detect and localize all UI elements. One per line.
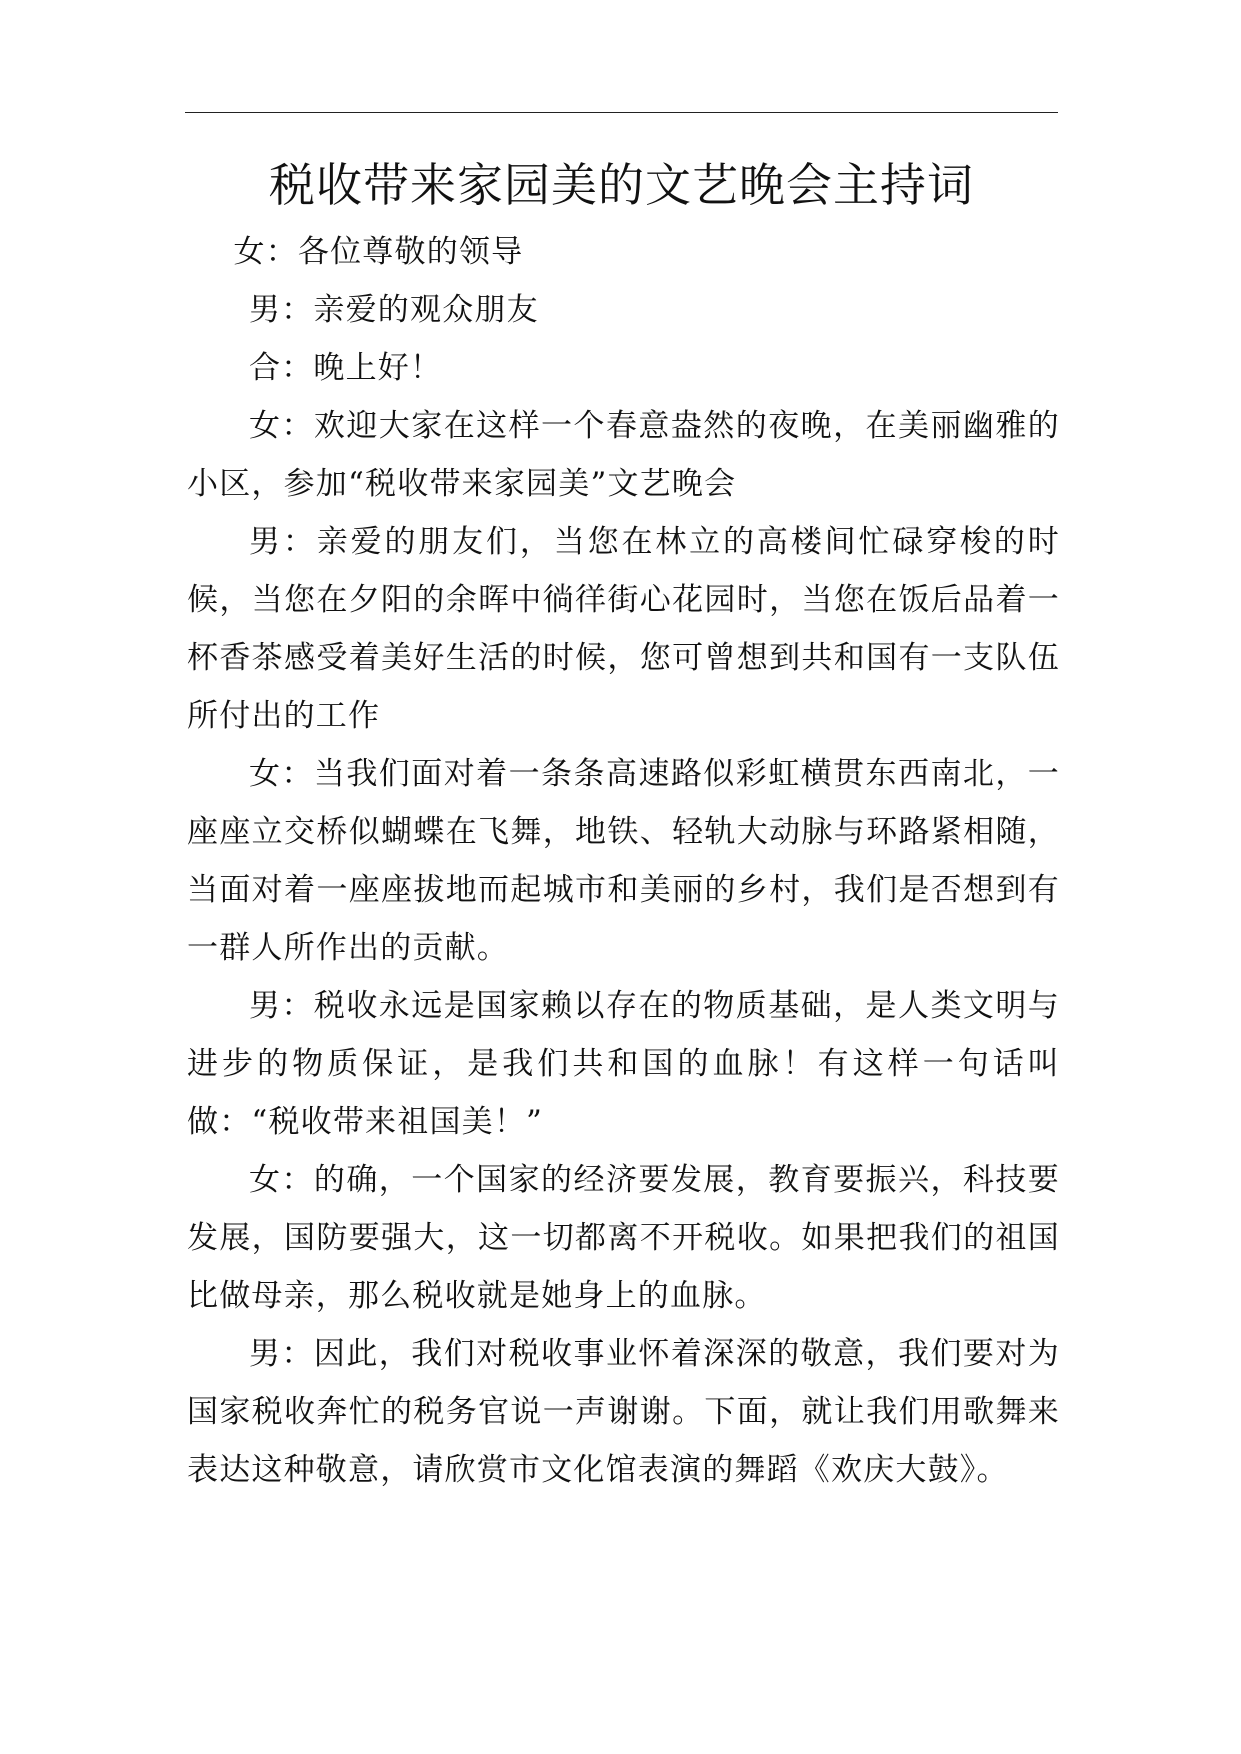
paragraph: 女：欢迎大家在这样一个春意盎然的夜晚，在美丽幽雅的小区，参加“税收带来家园美”文艺晚会 [187, 408, 1060, 502]
paragraph: 男：税收永远是国家赖以存在的物质基础，是人类文明与进步的物质保证，是我们共和国的血脉！有这样一句话叫做：“税收带来祖国美！” [187, 988, 1060, 1140]
paragraph: 女：各位尊敬的领导 [233, 234, 524, 270]
document-body [187, 223, 1060, 1499]
paragraph: 男：亲爱的朋友们，当您在林立的高楼间忙碌穿梭的时候，当您在夕阳的余晖中徜徉街心花园时，当您在饭后品着一杯香茶感受着美好生活的时候，您可曾想到共和国有一支队伍所付出的工作 [187, 524, 1060, 734]
paragraph: 男：亲爱的观众朋友 [249, 292, 539, 328]
paragraph: 女：的确，一个国家的经济要发展，教育要振兴，科技要发展，国防要强大，这一切都离不开税收。如果把我们的祖国比做母亲，那么税收就是她身上的血脉。 [187, 1162, 1060, 1314]
paragraph: 女：当我们面对着一条条高速路似彩虹横贯东西南北，一座座立交桥似蝴蝶在飞舞，地铁、轻轨大动脉与环路紧相随，当面对着一座座拔地而起城市和美丽的乡村，我们是否想到有一群人所作出的贡献。 [187, 756, 1060, 966]
paragraph: 合：晚上好！ [249, 350, 443, 386]
document-title: 税收带来家园美的文艺晚会主持词 [269, 158, 974, 212]
paragraph: 男：因此，我们对税收事业怀着深深的敬意，我们要对为国家税收奔忙的税务官说一声谢谢。下面，就让我们用歌舞来表达这种敬意，请欣赏市文化馆表演的舞蹈《欢庆大鼓》。 [187, 1336, 1060, 1488]
header-rule [185, 112, 1058, 113]
